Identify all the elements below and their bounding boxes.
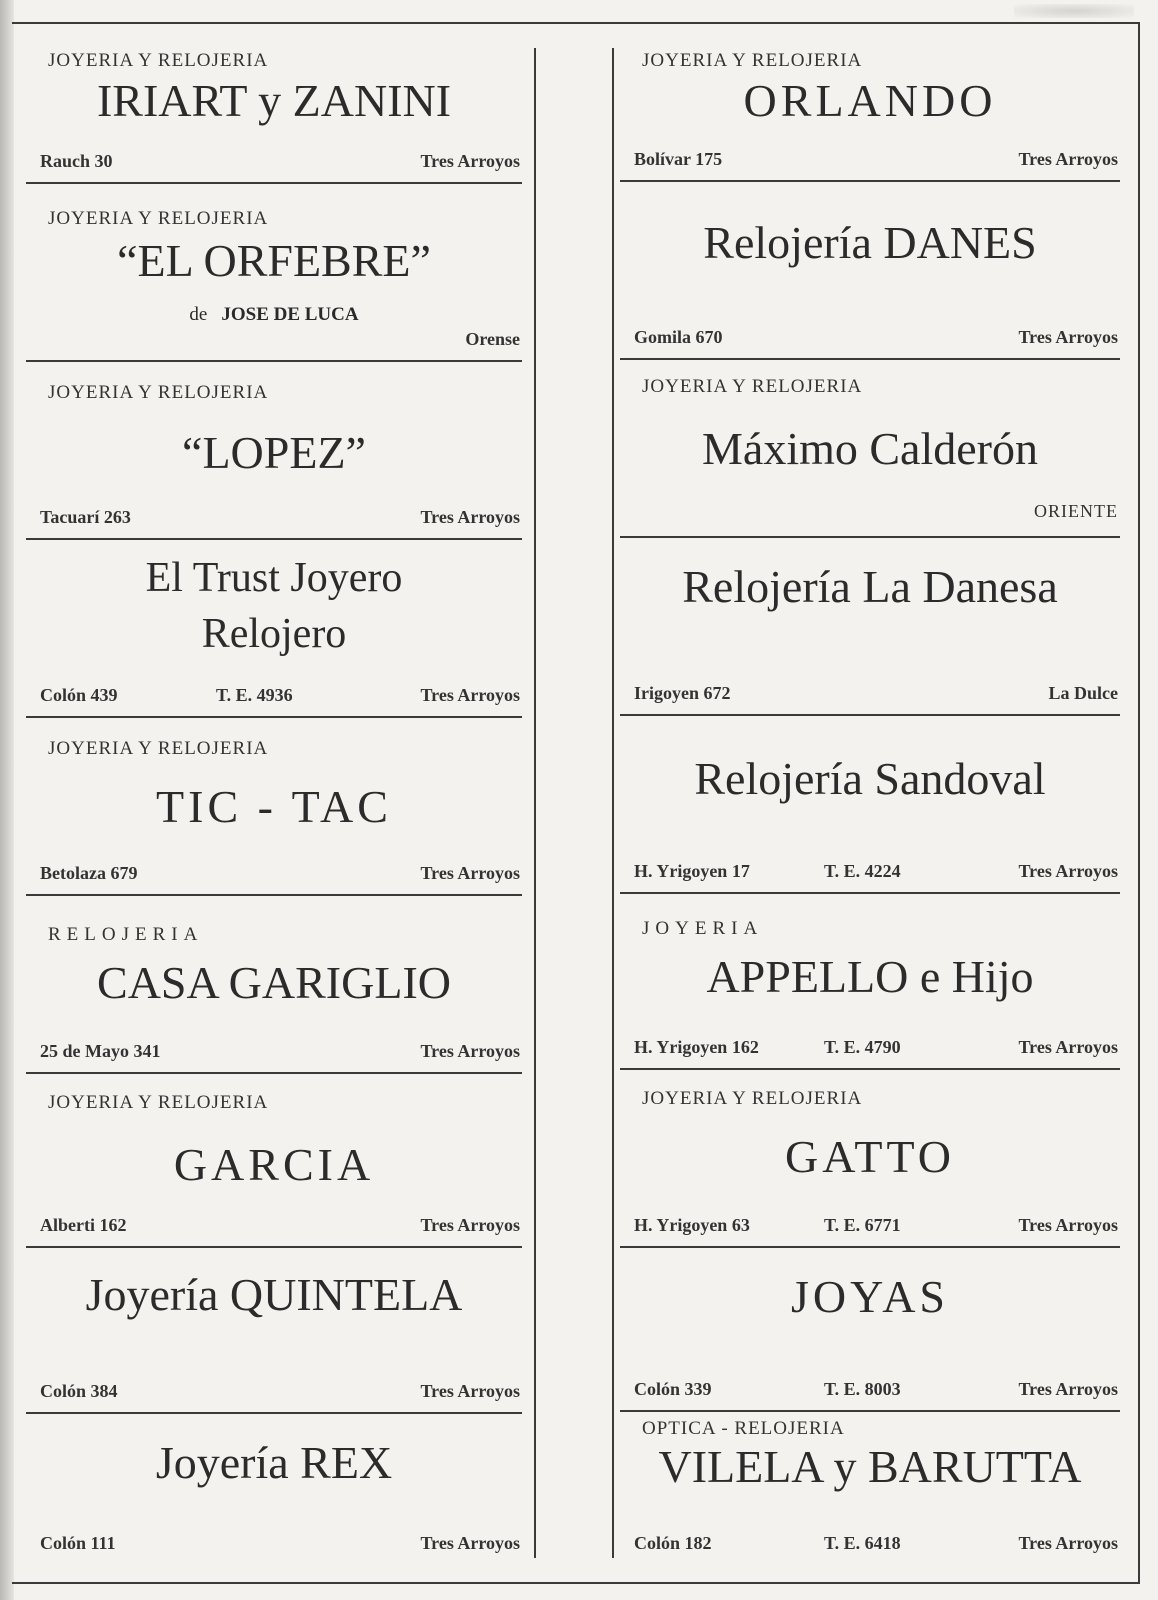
ad-city: Tres Arroyos (1018, 861, 1118, 881)
right-column (612, 48, 1132, 1558)
ad-address: Bolívar 175 (634, 149, 723, 169)
ad-address: Betolaza 679 (40, 863, 138, 883)
ad-relojeria-danes (620, 182, 1120, 360)
ad-address: H. Yrigoyen 162 (634, 1037, 759, 1057)
ad-business-name: VILELA y BARUTTA (658, 1441, 1082, 1492)
ad-city: La Dulce (1048, 683, 1118, 703)
ad-city: Tres Arroyos (420, 1381, 520, 1401)
ad-phone: T. E. 4936 (216, 685, 293, 705)
ad-city: Tres Arroyos (1018, 1215, 1118, 1235)
ad-business-name: CASA GARIGLIO (97, 957, 451, 1008)
ad-address: Colón 111 (40, 1533, 116, 1553)
ad-kicker: JOYERIA Y RELOJERIA (642, 50, 863, 71)
ad-address: Alberti 162 (40, 1215, 127, 1235)
ad-business-name: “EL ORFEBRE” (117, 235, 431, 286)
ad-joyeria-rex (26, 1414, 522, 1558)
ad-business-name-line2: Relojero (201, 611, 347, 657)
print-smudge (1014, 4, 1134, 18)
ad-kicker: OPTICA - RELOJERIA (642, 1418, 845, 1439)
ad-relojeria-sandoval (620, 716, 1120, 894)
ad-city: Orense (465, 329, 520, 349)
ad-business-name: JOYAS (790, 1271, 950, 1322)
ad-address: H. Yrigoyen 17 (634, 861, 750, 881)
ad-address: Colón 384 (40, 1381, 118, 1401)
ad-business-name: “LOPEZ” (182, 427, 366, 478)
ad-garcia (26, 1074, 522, 1248)
ad-city: Tres Arroyos (1018, 149, 1118, 169)
ad-city: ORIENTE (1034, 501, 1118, 521)
ad-phone: T. E. 4224 (824, 861, 901, 881)
ad-kicker: JOYERIA Y RELOJERIA (642, 376, 863, 397)
ad-city: Tres Arroyos (420, 1215, 520, 1235)
ad-phone: T. E. 4790 (824, 1037, 901, 1057)
ad-city: Tres Arroyos (420, 151, 520, 171)
ad-address: Gomila 670 (634, 327, 723, 347)
ad-city: Tres Arroyos (420, 507, 520, 527)
ad-business-name: GARCIA (173, 1139, 375, 1190)
ad-el-orfebre (26, 184, 522, 362)
ad-business-name: Joyería REX (155, 1437, 393, 1488)
ad-relojeria-la-danesa (620, 538, 1120, 716)
ad-appello-e-hijo (620, 894, 1120, 1070)
ad-lopez (26, 362, 522, 540)
ad-city: Tres Arroyos (1018, 1379, 1118, 1399)
ad-address: H. Yrigoyen 63 (634, 1215, 750, 1235)
ad-business-name: TIC - TAC (156, 781, 392, 832)
ad-business-name: Relojería Sandoval (694, 753, 1046, 804)
ad-owner-prefix: de (189, 304, 208, 325)
ad-business-name-line1: El Trust Joyero (145, 555, 403, 601)
ad-joyas (620, 1248, 1120, 1412)
ad-owner-line (26, 304, 522, 326)
ad-casa-gariglio (26, 896, 522, 1074)
ad-kicker: RELOJERIA (48, 924, 204, 945)
ad-business-name: GATTO (785, 1131, 955, 1182)
ad-kicker: JOYERIA Y RELOJERIA (48, 1092, 269, 1113)
ad-city: Tres Arroyos (420, 1533, 520, 1553)
ad-kicker: JOYERIA Y RELOJERIA (48, 50, 269, 71)
ad-city: Tres Arroyos (1018, 1037, 1118, 1057)
ad-kicker: JOYERIA Y RELOJERIA (48, 738, 269, 759)
ad-kicker: JOYERIA Y RELOJERIA (48, 382, 269, 403)
ad-owner-name: JOSE DE LUCA (221, 304, 359, 325)
ad-maximo-calderon (620, 360, 1120, 538)
ad-business-name: Máximo Calderón (702, 423, 1038, 474)
ad-address: Colón 182 (634, 1533, 712, 1553)
ad-phone: T. E. 6771 (824, 1215, 901, 1235)
ad-city: Tres Arroyos (420, 685, 520, 705)
ad-business-name: IRIART y ZANINI (96, 75, 452, 126)
ad-orlando (620, 48, 1120, 182)
ad-el-trust-joyero (26, 540, 522, 718)
ad-address: Tacuarí 263 (40, 507, 131, 527)
ad-address: Colón 339 (634, 1379, 712, 1399)
ad-business-name: Relojería La Danesa (682, 561, 1058, 612)
ad-tic-tac (26, 718, 522, 896)
ad-business-name: ORLANDO (743, 75, 997, 126)
ad-address: Irigoyen 672 (634, 683, 731, 703)
ad-gatto (620, 1070, 1120, 1248)
ad-kicker: JOYERIA Y RELOJERIA (48, 208, 269, 229)
ad-kicker: JOYERIA Y RELOJERIA (642, 1088, 863, 1109)
ad-phone: T. E. 6418 (824, 1533, 901, 1553)
ad-address: Rauch 30 (40, 151, 113, 171)
ad-kicker: JOYERIA (642, 918, 764, 939)
ad-city: Tres Arroyos (420, 1041, 520, 1061)
ad-iriart-zanini (26, 48, 522, 184)
ad-city: Tres Arroyos (1018, 1533, 1118, 1553)
ad-business-name: Joyería QUINTELA (85, 1269, 463, 1320)
ad-address: Colón 439 (40, 685, 118, 705)
ad-joyeria-quintela (26, 1248, 522, 1414)
ad-business-name: APPELLO e Hijo (706, 951, 1034, 1002)
ad-phone: T. E. 8003 (824, 1379, 901, 1399)
left-column (26, 48, 536, 1558)
ad-city: Tres Arroyos (420, 863, 520, 883)
ad-vilela-y-barutta (620, 1412, 1120, 1558)
ad-city: Tres Arroyos (1018, 327, 1118, 347)
ad-address: 25 de Mayo 341 (40, 1041, 161, 1061)
ad-business-name: Relojería DANES (703, 217, 1037, 268)
